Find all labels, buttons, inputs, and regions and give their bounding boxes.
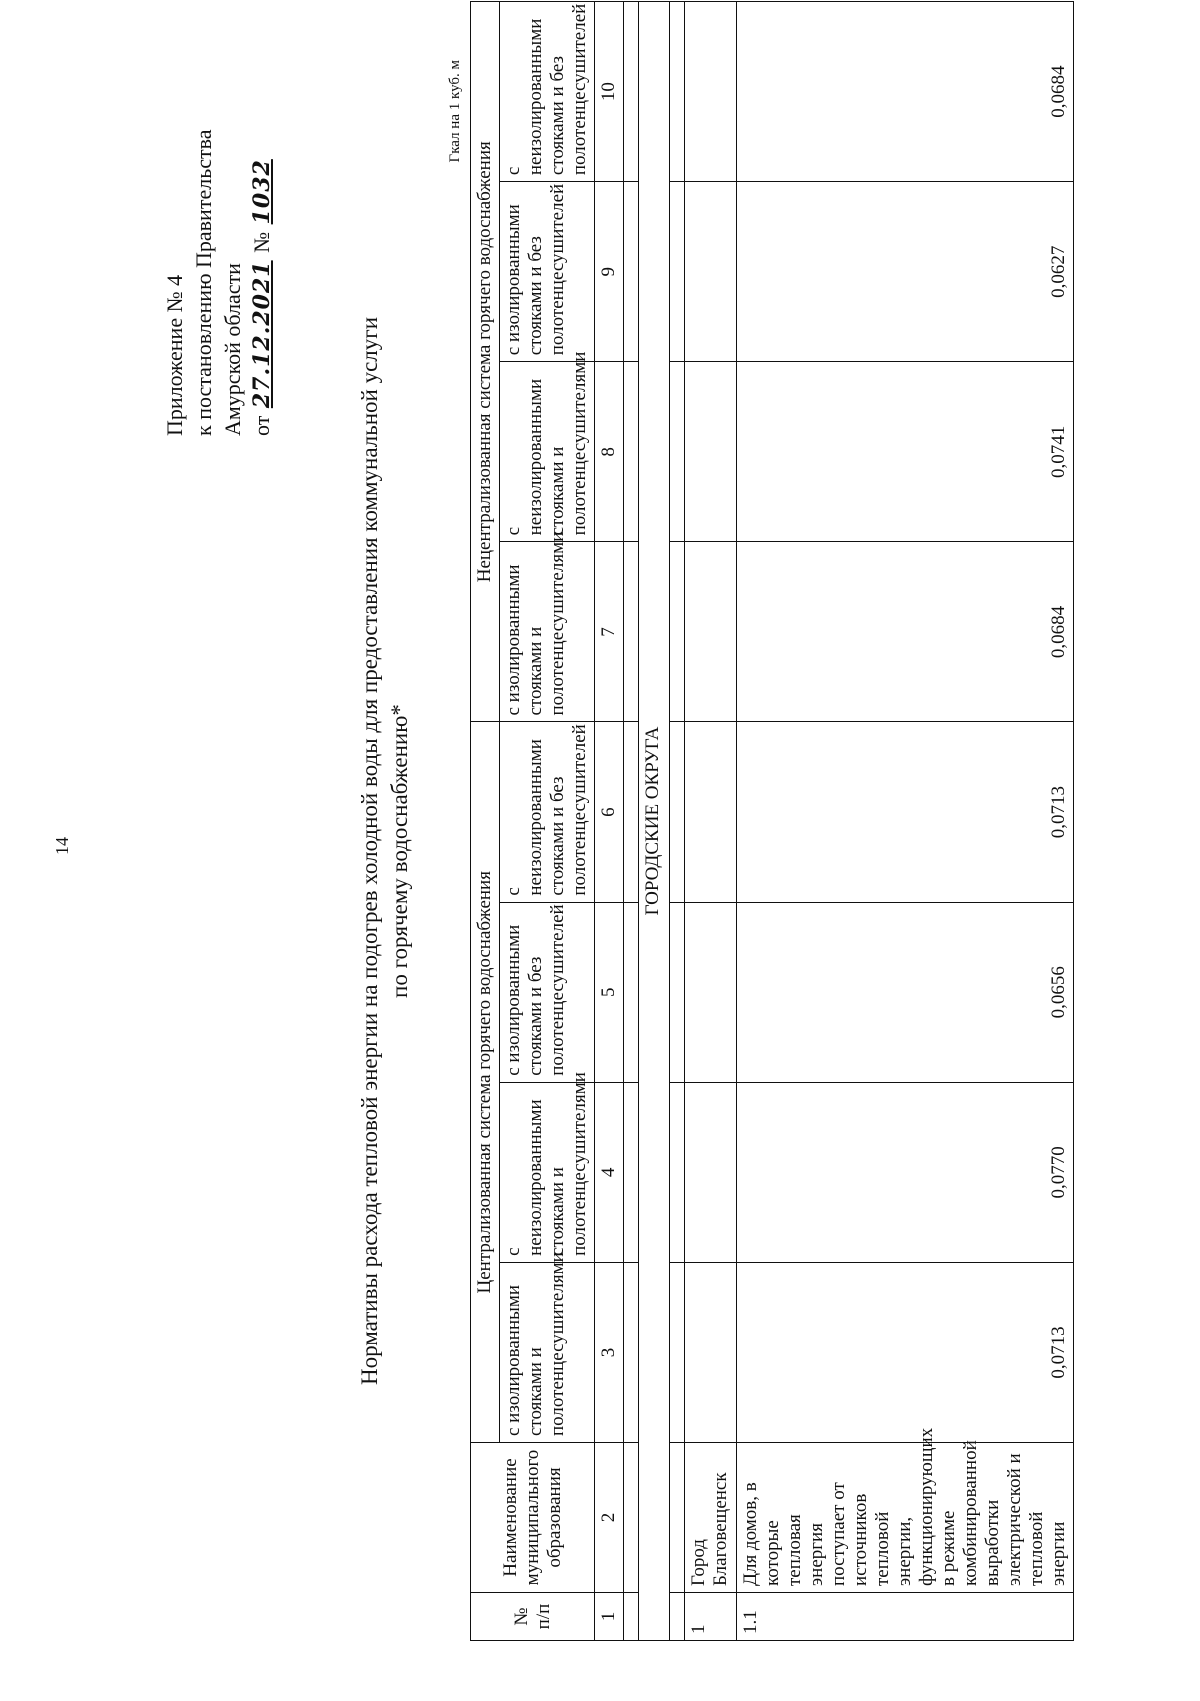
value-cell — [685, 182, 737, 362]
value-cell: 0,0713 — [737, 722, 1074, 902]
value-cell — [685, 2, 737, 182]
row-name: Город Благовещенск — [685, 1443, 737, 1593]
header-centralized: Централизованная система горячего водоснабжения — [471, 722, 500, 1443]
value-cell: 0,0684 — [737, 542, 1074, 722]
section-row — [639, 2, 670, 1641]
subheader-col-10: с неизолированными стояками и без полотенцесушителей — [500, 2, 595, 182]
subheader-col-9: с изолированными стояками и без полотенцесушителей — [500, 182, 595, 362]
column-number: 5 — [595, 902, 624, 1082]
appendix-region: Амурской области — [220, 263, 245, 436]
subheader-col-4: с неизолированными стояками и полотенцесушителями — [500, 1082, 595, 1262]
column-number: 9 — [595, 182, 624, 362]
header-number: № п/п — [471, 1593, 595, 1641]
document-title — [355, 251, 415, 1451]
appendix-date-line — [247, 130, 277, 436]
value-cell: 0,0684 — [737, 2, 1074, 182]
header-municipality: Наименование муниципального образования — [471, 1443, 595, 1593]
appendix-resolution: к постановлению Правительства — [191, 129, 216, 436]
subheader-col-8: с неизолированными стояками и полотенцесушителями — [500, 362, 595, 542]
value-cell — [685, 362, 737, 542]
page-number: 14 — [52, 837, 72, 855]
unit-label: Гкал на 1 куб. м — [447, 60, 463, 163]
appendix-header — [160, 130, 277, 436]
handwritten-date: 27.12.2021 — [249, 260, 275, 409]
value-cell — [685, 542, 737, 722]
column-number: 3 — [595, 1262, 624, 1442]
value-cell — [685, 1082, 737, 1262]
norms-table — [470, 1, 1074, 1641]
appendix-title: Приложение № 4 — [162, 274, 187, 436]
value-cell: 0,0713 — [737, 1262, 1074, 1442]
spacer-row — [624, 2, 639, 1641]
value-cell: 0,0741 — [737, 362, 1074, 542]
column-number: 2 — [595, 1443, 624, 1593]
row-number: 1 — [685, 1593, 737, 1641]
number-prefix: № — [249, 231, 274, 253]
column-number: 4 — [595, 1082, 624, 1262]
subheader-col-3: с изолированными стояками и полотенцесушителями — [500, 1262, 595, 1442]
column-number: 7 — [595, 542, 624, 722]
value-cell: 0,0656 — [737, 902, 1074, 1082]
date-prefix: от — [249, 415, 274, 436]
value-cell: 0,0770 — [737, 1082, 1074, 1262]
handwritten-number: 1032 — [249, 159, 275, 225]
header-noncentralized: Нецентрализованная система горячего водоснабжения — [471, 2, 500, 723]
subheader-col-6: с неизолированными стояками и без полотенцесушителей — [500, 722, 595, 902]
section-title: ГОРОДСКИЕ ОКРУГА — [639, 2, 670, 1641]
table-row — [737, 2, 1074, 1641]
spacer-row — [670, 2, 685, 1641]
subheader-col-5: с изолированными стояками и без полотенцесушителей — [500, 902, 595, 1082]
subheader-col-7: с изолированными стояками и полотенцесушителями — [500, 542, 595, 722]
title-line-2: по горячему водоснабжению* — [387, 704, 412, 998]
title-line-1: Нормативы расхода тепловой энергии на подогрев холодной воды для предоставления коммунальной услуги — [357, 316, 382, 1386]
value-cell — [685, 1262, 737, 1442]
row-name: Для домов, в которые тепловая энергия поступает от источников тепловой энергии, функционирующих в режиме комбинированной выработки электрической и тепловой энергии — [737, 1443, 1074, 1593]
row-number: 1.1 — [737, 1593, 1074, 1641]
value-cell — [685, 902, 737, 1082]
column-number-row — [595, 2, 624, 1641]
column-number: 1 — [595, 1593, 624, 1641]
column-number: 6 — [595, 722, 624, 902]
column-number: 10 — [595, 2, 624, 182]
value-cell: 0,0627 — [737, 182, 1074, 362]
column-number: 8 — [595, 362, 624, 542]
table-row — [685, 2, 737, 1641]
value-cell — [685, 722, 737, 902]
